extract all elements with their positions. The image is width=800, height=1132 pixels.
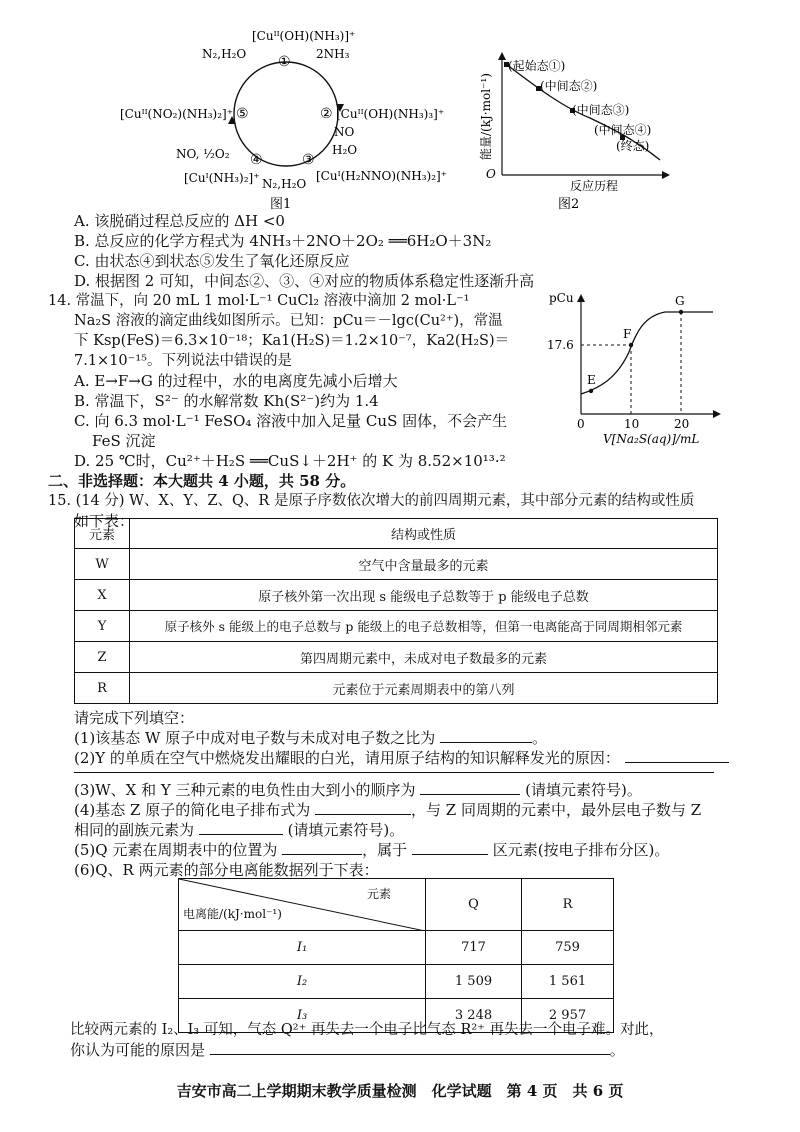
element-property-table [74, 518, 718, 704]
table-header-element: 元素 [75, 519, 130, 549]
fig2-state2: (中间态②) [540, 79, 598, 93]
curve-x-tick-20: 20 [674, 417, 690, 431]
table-cell: 759 [522, 931, 614, 965]
q14-stem-3: 下 Ksp(FeS)＝6.3×10⁻¹⁸；Ka1(H₂S)＝1.2×10⁻⁷，Ka2(H₂S)＝ [74, 333, 510, 349]
fig2-caption: 图2 [558, 197, 580, 212]
q15-compare-blank[interactable] [210, 1040, 610, 1055]
section-2-heading: 二、非选择题：本大题共 4 小题，共 58 分。 [48, 472, 356, 490]
fig1-species-left: [Cuᴵᴵ(NO₂)(NH₃)₂]⁺ [120, 107, 234, 121]
q13-option-b: B. 总反应的化学方程式为 4NH₃＋2NO＋2O₂ ══6H₂O＋3N₂ [74, 232, 492, 250]
fig1-num-1: ① [278, 54, 291, 70]
fig1-n2h2o-top: N₂,H₂O [202, 47, 247, 61]
q15-s1-blank[interactable] [440, 728, 532, 743]
table-row [179, 965, 614, 999]
curve-point-f: F [623, 327, 632, 341]
q15-s5c: 区元素(按电子排布分区)。 [492, 841, 670, 859]
table-cell: 1 509 [426, 965, 522, 999]
q14-stem-1: 14. 常温下，向 20 mL 1 mol·L⁻¹ CuCl₂ 溶液中滴加 2 mol·L⁻¹ [48, 293, 470, 309]
table-cell: 原子核外第一次出现 s 能级电子总数等于 p 能级电子总数 [130, 580, 718, 611]
table-cell: 2 957 [522, 999, 614, 1033]
table-cell: 空气中含量最多的元素 [130, 549, 718, 580]
curve-point-g: G [675, 294, 685, 308]
table-cell: X [75, 580, 130, 611]
fig2-state5: (终态) [616, 139, 650, 153]
q14-stem-2: Na₂S 溶液的滴定曲线如图所示。已知：pCu＝－lgc(Cu²⁺)，常温 [74, 313, 503, 329]
q14-option-a: A. E→F→G 的过程中，水的电离度先减小后增大 [74, 372, 398, 390]
q15-compare-end: 。 [609, 1041, 625, 1059]
ion-table-diagonal-header [179, 879, 426, 931]
table-row [75, 549, 718, 580]
q14-option-c-cont: FeS 沉淀 [92, 432, 156, 450]
q15-s3b: (请填元素符号)。 [525, 781, 642, 799]
fig1-num-3: ③ [302, 152, 315, 168]
figure-1-cycle [120, 26, 460, 216]
table-cell: 1 561 [522, 965, 614, 999]
fig2-origin: O [486, 167, 496, 181]
fig2-state4: (中间态④) [594, 123, 652, 137]
q15-s2-blank[interactable] [625, 748, 729, 763]
table-row [75, 642, 718, 673]
fig1-num-2: ② [320, 106, 333, 122]
table-cell: 第四周期元素中，未成对电子数最多的元素 [130, 642, 718, 673]
fig2-xlabel: 反应历程 [570, 179, 619, 193]
q15-s1-end: 。 [532, 729, 548, 747]
q15-s4b: ，与 Z 同周期的元素中，最外层电子数与 Z [411, 801, 702, 819]
q15-compare-line2 [70, 1040, 625, 1060]
ion-row-label: I₂ [179, 965, 426, 999]
curve-point-e: E [587, 373, 596, 387]
table-row [75, 673, 718, 704]
q15-s6: (6)Q、R 两元素的部分电离能数据列于下表： [74, 861, 379, 879]
curve-x-tick-10: 10 [624, 417, 640, 431]
fig1-species-right: [Cuᴵᴵ(OH)(NH₃)₃]⁺ [336, 107, 445, 121]
q15-s3-blank[interactable] [420, 780, 520, 795]
q15-s2: (2)Y 的单质在空气中燃烧发出耀眼的白光，请用原子结构的知识解释发光的原因： [74, 749, 620, 767]
curve-xlabel: V[Na₂S(aq)]/mL [603, 432, 700, 446]
fig1-n2h2o-bottom: N₂,H₂O [262, 177, 307, 191]
q15-s4-line2 [74, 820, 404, 840]
q15-s5a: (5)Q 元素在周期表中的位置为 [74, 841, 278, 859]
curve-x-tick-0: 0 [577, 417, 585, 431]
q14-option-c: C. 向 6.3 mol·L⁻¹ FeSO₄ 溶液中加入足量 CuS 固体，不会产生 [74, 412, 508, 430]
q15-intro-1: 15. (14 分) W、X、Y、Z、Q、R 是原子序数依次增大的前四周期元素，其中部分元素的结构或性质 [48, 493, 695, 509]
fig1-num-5: ⑤ [236, 106, 249, 122]
fig1-no-o2: NO, ½O₂ [176, 147, 230, 161]
table-cell: 原子核外 s 能级上的电子总数与 p 能级上的电子总数相等，但第一电离能高于同周期相邻元素 [130, 611, 718, 642]
ion-row-label: I₃ [179, 999, 426, 1033]
q15-s2-blank-line2[interactable] [74, 772, 714, 773]
q15-s4-blank-1[interactable] [315, 800, 411, 815]
page-footer: 吉安市高二上学期期末教学质量检测 化学试题 第 4 页 共 6 页 [176, 1082, 624, 1100]
fig1-no-right: NO [334, 125, 355, 139]
figure-2-energy [470, 50, 670, 220]
table-cell: 717 [426, 931, 522, 965]
q15-s5-blank-2[interactable] [412, 840, 488, 855]
fig1-species-bl: [Cuᴵ(NH₃)₂]⁺ [184, 171, 260, 185]
fig1-caption: 图1 [270, 197, 292, 212]
ion-col-q: Q [426, 879, 522, 931]
table-cell: 元素位于元素周期表中的第八列 [130, 673, 718, 704]
ion-col-r: R [522, 879, 614, 931]
table-cell: 3 248 [426, 999, 522, 1033]
q15-compare-1: 比较两元素的 I₂、I₃ 可知，气态 Q²⁺ 再失去一个电子比气态 R²⁺ 再失去一个电子难。对此， [70, 1022, 664, 1038]
q14-option-b: B. 常温下，S²⁻ 的水解常数 Kh(S²⁻)约为 1.4 [74, 392, 379, 410]
table-cell: R [75, 673, 130, 704]
fig1-species-top: [Cuᴵᴵ(OH)(NH₃)]⁺ [252, 29, 356, 43]
q15-s4a: (4)基态 Z 原子的简化电子排布式为 [74, 801, 311, 819]
q15-s5-line [74, 840, 669, 860]
fig2-state3: (中间态③) [572, 103, 630, 117]
fig1-h2o-right: H₂O [332, 143, 358, 157]
q15-s1: (1)该基态 W 原子中成对电子数与未成对电子数之比为 [74, 729, 436, 747]
titration-curve [545, 290, 725, 450]
q15-s4c: 相同的副族元素为 [74, 821, 195, 839]
ion-diag-bottom: 电离能/(kJ·mol⁻¹) [183, 907, 282, 921]
q15-compare-2: 你认为可能的原因是 [70, 1041, 206, 1059]
q15-s4-blank-2[interactable] [199, 820, 283, 835]
q14-stem-4: 7.1×10⁻¹⁵。下列说法中错误的是 [74, 353, 292, 369]
fig1-nh3: 2NH₃ [316, 47, 350, 61]
q15-s5-blank-1[interactable] [282, 840, 362, 855]
q13-option-a: A. 该脱硝过程总反应的 ΔH <0 [74, 212, 285, 230]
table-row [179, 931, 614, 965]
q13-option-c: C. 由状态④到状态⑤发生了氧化还原反应 [74, 252, 350, 270]
q15-s4d: (请填元素符号)。 [287, 821, 405, 839]
q15-fill-prompt: 请完成下列填空： [74, 709, 195, 727]
ion-diag-top: 元素 [366, 887, 391, 901]
q15-s3a: (3)W、X 和 Y 三种元素的电负性由大到小的顺序为 [74, 781, 416, 799]
fig1-num-4: ④ [250, 152, 263, 168]
fig2-ylabel: 能量/(kJ·mol⁻¹) [479, 73, 493, 160]
table-cell: Z [75, 642, 130, 673]
table-row [75, 580, 718, 611]
ionization-energy-table [178, 878, 614, 1033]
table-row [75, 611, 718, 642]
q15-s1-line [74, 728, 547, 748]
ion-row-label: I₁ [179, 931, 426, 965]
q15-s3-line [74, 780, 642, 800]
fig1-species-br: [Cuᴵ(H₂NNO)(NH₃)₂]⁺ [316, 169, 448, 183]
fig2-state1: (起始态①) [508, 59, 566, 73]
table-cell: W [75, 549, 130, 580]
q14-option-d: D. 25 ℃时，Cu²⁺＋H₂S ══CuS↓＋2H⁺ 的 K 为 8.52×10¹³·² [74, 452, 506, 470]
q15-s5b: ，属于 [362, 841, 408, 859]
q15-s2-line [74, 748, 729, 768]
table-cell: Y [75, 611, 130, 642]
curve-ylabel: pCu [549, 291, 574, 305]
curve-y-tick: 17.6 [547, 338, 574, 352]
q13-option-d: D. 根据图 2 可知，中间态②、③、④对应的物质体系稳定性逐渐升高 [74, 272, 535, 290]
q15-intro-2: 如下表： [74, 512, 135, 530]
table-header-property: 结构或性质 [130, 519, 718, 549]
q15-s4-line [74, 800, 701, 820]
